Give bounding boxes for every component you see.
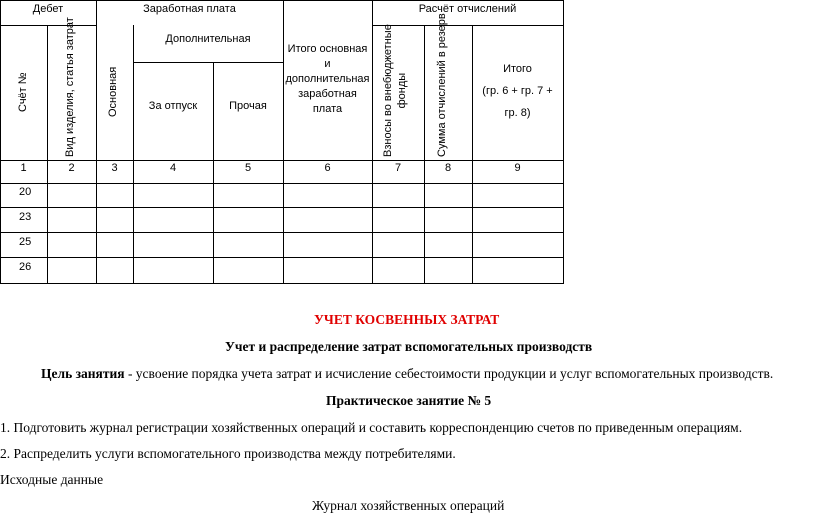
table-line <box>0 207 563 208</box>
section-heading: УЧЕТ КОСВЕННЫХ ЗАТРАТ <box>314 312 500 327</box>
table-line <box>0 232 563 233</box>
header-itogo <box>472 58 563 124</box>
table-line <box>96 0 97 284</box>
table-row-label: 26 <box>19 261 32 273</box>
table-line <box>133 25 134 284</box>
table-row-label: 23 <box>19 211 32 223</box>
header-itogo-line: гр. 8) <box>504 107 531 119</box>
journal-title: Журнал хозяйственных операций <box>312 498 505 513</box>
header-dopolnitelnaya: Дополнительная <box>165 33 251 45</box>
header-itogo-line: дополнительная <box>285 73 370 85</box>
source-data-label: Исходные данные <box>0 472 104 487</box>
table-border-bottom <box>0 283 563 284</box>
practice-title: Практическое занятие № 5 <box>326 393 492 408</box>
header-debet: Дебет <box>32 3 64 15</box>
header-vznosy <box>381 24 409 157</box>
goal-label: Цель занятия <box>41 366 125 381</box>
header-rezerv: Сумма отчислений в резерв <box>436 13 448 157</box>
header-otpusk: За отпуск <box>148 100 198 112</box>
table-line <box>0 160 563 161</box>
table-line <box>0 257 563 258</box>
column-number: 6 <box>324 162 331 174</box>
table-row-label: 20 <box>19 186 32 198</box>
task-item-1: 1. Подготовить журнал регистрации хозяйственных операций и составить корреспонденцию счетов по приведенным операциям. <box>0 420 743 435</box>
column-number: 8 <box>444 162 452 174</box>
column-number: 2 <box>68 162 75 174</box>
column-number: 7 <box>394 162 402 174</box>
table-border-top <box>0 0 563 1</box>
task-item-2: 2. Распределить услуги вспомогательного производства между потребителями. <box>0 446 456 461</box>
header-vznosy-line: Взносы во внебюджетные <box>382 24 394 157</box>
header-schet: Счёт № <box>17 72 29 112</box>
header-vznosy-line: фонды <box>396 72 408 109</box>
header-otchisleniya: Расчёт отчислений <box>418 3 517 15</box>
header-zarplata: Заработная плата <box>143 3 236 15</box>
header-itogo-line: плата <box>312 103 343 115</box>
table-line <box>0 25 96 26</box>
table-border-right <box>563 0 564 284</box>
header-vid: Вид изделия, статья затрат <box>64 17 76 157</box>
table-line <box>372 0 373 284</box>
column-number: 4 <box>169 162 177 174</box>
subheading: Учет и распределение затрат вспомогательных производств <box>225 339 593 354</box>
column-number: 1 <box>20 162 27 174</box>
header-itogo-line: и <box>324 58 331 70</box>
table-line <box>47 25 48 284</box>
header-itogo-line: (гр. 6 + гр. 7 + <box>482 85 553 97</box>
header-itogo-line: Итого основная <box>287 43 368 55</box>
column-number: 9 <box>514 162 521 174</box>
table-row-label: 25 <box>19 236 32 248</box>
header-itogo-line: заработная <box>298 88 357 100</box>
header-itogo-line: Итого <box>503 63 532 75</box>
table-line <box>424 25 425 284</box>
column-number: 3 <box>111 162 118 174</box>
table-line <box>0 183 563 184</box>
goal-paragraph <box>41 366 773 382</box>
header-itogo-osnovnaya <box>283 42 372 117</box>
table-border-left <box>0 0 1 284</box>
header-osnovnaya: Основная <box>107 66 119 117</box>
table-line <box>133 62 283 63</box>
column-number: 5 <box>244 162 252 174</box>
header-prochaya: Прочая <box>229 100 267 112</box>
goal-text: - усвоение порядка учета затрат и исчисление себестоимости продукции и услуг вспомогательных производств. <box>124 366 774 381</box>
